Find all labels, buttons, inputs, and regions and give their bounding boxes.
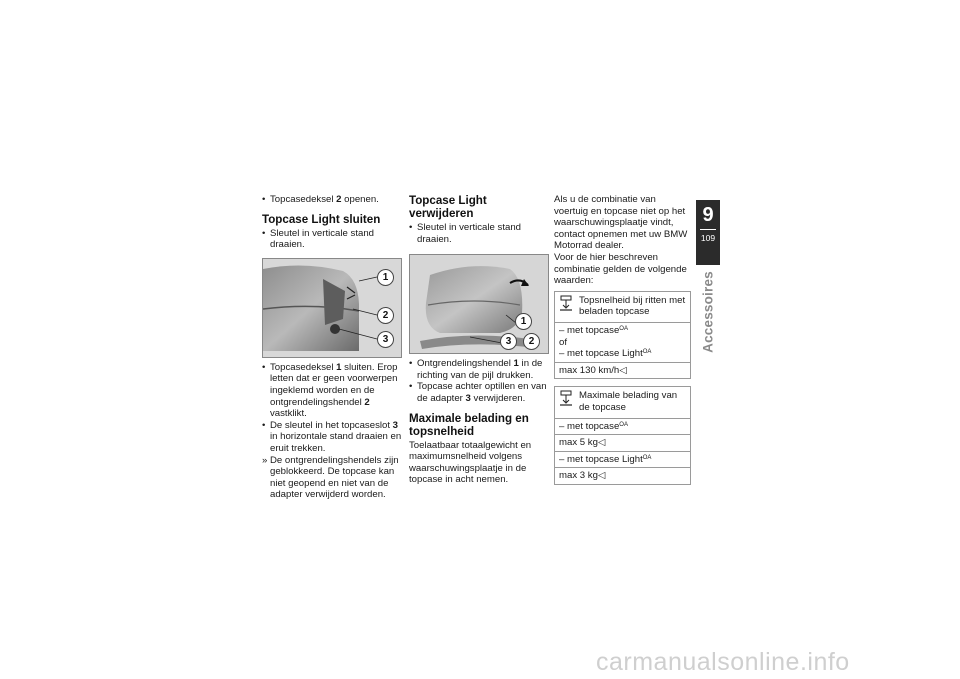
heading-topcase-remove: Topcase Light verwijderen — [409, 194, 487, 220]
step-key-vertical-2: • Sleutel in verticale stand draaien. — [409, 222, 547, 245]
callout-1: 1 — [515, 313, 532, 330]
spec-header-speed: Topsnelheid bij ritten met beladen topcase — [555, 292, 690, 322]
heading-topcase-close: Topcase Light sluiten — [262, 212, 381, 226]
callout-3: 3 — [500, 333, 517, 350]
spec-table-speed — [554, 291, 691, 380]
step-lift-topcase: • Topcase achter optillen en van de adapter 3 verwijderen. — [409, 381, 547, 404]
load-weight-icon — [559, 295, 573, 311]
spec-value-topcase: max 5 kg◁ — [555, 434, 690, 451]
intro-paragraph: Als u de combinatie van voertuig en topcase niet op het waarschuwingsplaatje vindt, contact opnemen met uw BMW Motorrad dealer. — [554, 194, 688, 252]
callout-2: 2 — [523, 333, 540, 350]
watermark: carmanualsonline.info — [596, 648, 850, 676]
step-key-vertical: • Sleutel in verticale stand draaien. — [262, 228, 402, 251]
callout-2: 2 — [377, 307, 394, 324]
column-3 — [554, 194, 690, 485]
step-close-lid: • Topcasedeksel 1 sluiten. Erop letten dat er geen voorwerpen ingeklemd worden en de ontgrendelingshendel 2 vastklikt. — [262, 362, 402, 420]
page-number: 109 — [700, 233, 716, 243]
chapter-tab — [696, 200, 720, 265]
callout-3: 3 — [377, 331, 394, 348]
spec-condition-topcase: – met topcase$^{OA}$ — [555, 418, 690, 435]
intro-paragraph-2: Voor de hier beschreven combinatie gelden de volgende waarden: — [554, 251, 687, 287]
spec-header-load: Maximale belading van de topcase — [555, 387, 690, 417]
column-1 — [262, 194, 402, 501]
step-key-remove: • De sleutel in het topcaseslot 3 in horizontale stand draaien en eruit trekken. — [262, 420, 402, 455]
column-2 — [409, 194, 547, 486]
spec-table-load — [554, 386, 691, 485]
paragraph-max-load: Toelaatbaar totaalgewicht en maximumsnelheid volgens waarschuwingsplaatje in de topcase in acht nemen. — [409, 439, 532, 486]
heading-max-load: Maximale belading en topsnelheid — [409, 411, 529, 438]
figure-topcase-closing — [262, 258, 402, 358]
spec-conditions-speed: – met topcase$^{OA}$ of – met topcase Light$^{OA}$ — [555, 322, 690, 362]
section-label: Accessoires — [700, 271, 716, 353]
spec-value-topcase-light: max 3 kg◁ — [555, 467, 690, 484]
chapter-number: 9 — [702, 204, 714, 226]
load-weight-icon — [559, 390, 573, 406]
spec-value-speed: max 130 km/h◁ — [555, 362, 690, 379]
callout-1: 1 — [377, 269, 394, 286]
figure-topcase-removal — [409, 254, 549, 354]
chapter-divider — [700, 229, 716, 230]
step-press-lever: • Ontgrendelingshendel 1 in de richting van de pijl drukken. — [409, 358, 547, 381]
spec-condition-topcase-light: – met topcase Light$^{OA}$ — [555, 451, 690, 468]
step-open-lid: • Topcasedeksel 2 openen. — [262, 194, 402, 206]
result-levers-locked: » De ontgrendelingshendels zijn geblokkeerd. De topcase kan niet geopend en niet van de adapter verwijderd worden. — [262, 455, 402, 501]
